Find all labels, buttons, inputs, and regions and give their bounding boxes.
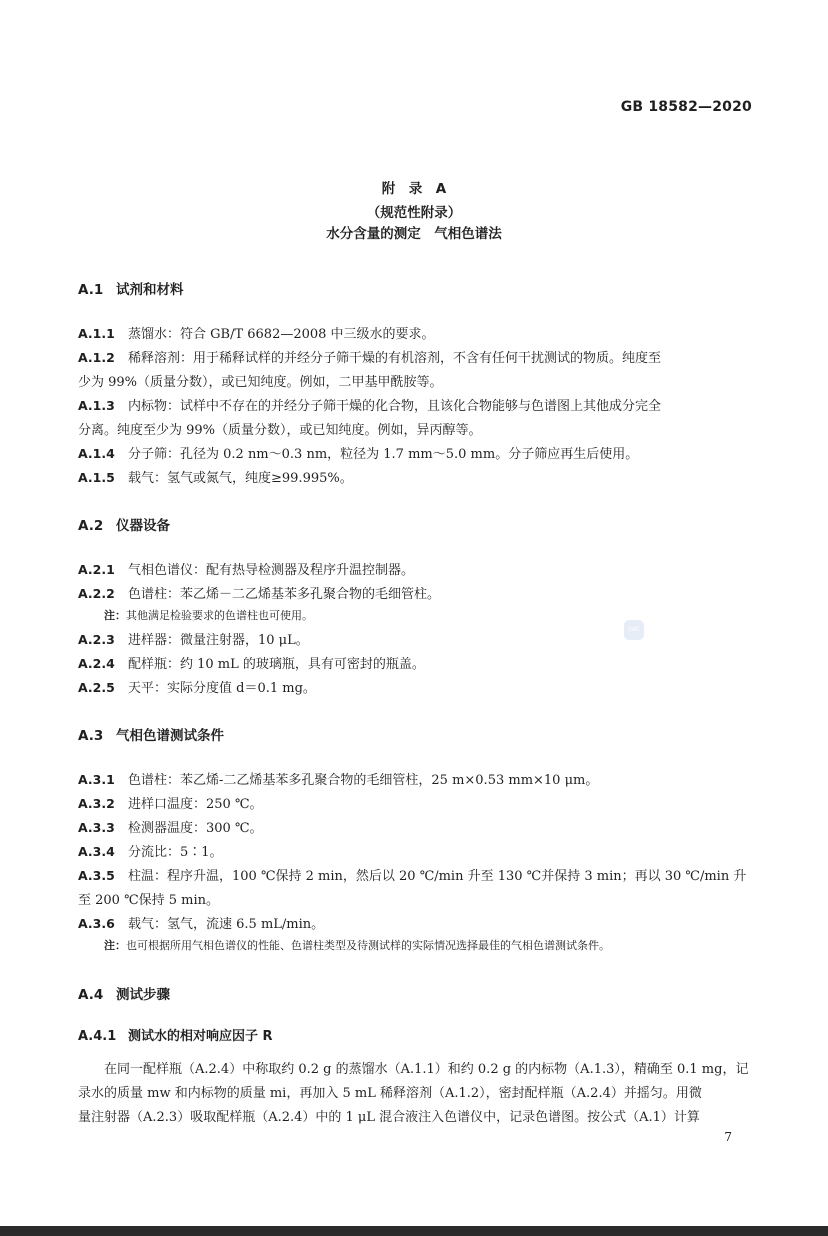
clause-a2-3: A.2.3 进样器：微量注射器，10 μL。 bbox=[78, 632, 309, 648]
clause-a1-2: A.1.2 稀释溶剂：用于稀释试样的并经分子筛干燥的有机溶剂，不含有任何干扰测试的物质。纯度至 bbox=[78, 350, 662, 366]
clause-a1-2-continued: 少为 99%（质量分数），或已知纯度。例如，二甲基甲酰胺等。 bbox=[78, 375, 443, 390]
section-heading-a2: A.2 仪器设备 bbox=[78, 518, 170, 534]
annex-title: 附 录 A bbox=[381, 181, 447, 197]
section-heading-a1: A.1 试剂和材料 bbox=[78, 282, 184, 298]
section-heading-a3: A.3 气相色谱测试条件 bbox=[78, 728, 224, 744]
standard-number: GB 18582—2020 bbox=[620, 99, 752, 115]
section-heading-a4: A.4 测试步骤 bbox=[78, 987, 170, 1003]
clause-a2-1: A.2.1 气相色谱仪：配有热导检测器及程序升温控制器。 bbox=[78, 562, 415, 578]
paragraph-line-3: 量注射器（A.2.3）吸取配样瓶（A.2.4）中的 1 μL 混合液注入色谱仪中，记录色谱图。按公式（A.1）计算 bbox=[78, 1110, 700, 1125]
clause-a1-3: A.1.3 内标物：试样中不存在的并经分子筛干燥的化合物，且该化合物能够与色谱图上其他成分完全 bbox=[78, 398, 662, 414]
annex-subject: 水分含量的测定 气相色谱法 bbox=[326, 226, 502, 242]
note-a3: 注：也可根据所用气相色谱仪的性能、色谱柱类型及待测试样的实际情况选择最佳的气相色谱测试条件。 bbox=[104, 939, 610, 952]
clause-a2-5: A.2.5 天平：实际分度值 d＝0.1 mg。 bbox=[78, 680, 316, 696]
clause-a3-3: A.3.3 检测器温度：300 ℃。 bbox=[78, 820, 263, 836]
watermark-icon: SAC bbox=[624, 620, 644, 640]
clause-a3-6: A.3.6 载气：氢气，流速 6.5 mL/min。 bbox=[78, 916, 325, 932]
paragraph-line-1: 在同一配样瓶（A.2.4）中称取约 0.2 g 的蒸馏水（A.1.1）和约 0.2 g 的内标物（A.1.3），精确至 0.1 mg，记 bbox=[104, 1062, 749, 1077]
clause-a3-1: A.3.1 色谱柱：苯乙烯-二乙烯基苯多孔聚合物的毛细管柱，25 m×0.53 mm×10 μm。 bbox=[78, 772, 599, 788]
clause-a3-5: A.3.5 柱温：程序升温，100 ℃保持 2 min，然后以 20 ℃/min 升至 130 ℃并保持 3 min；再以 30 ℃/min 升 bbox=[78, 868, 747, 884]
annex-type: （规范性附录） bbox=[366, 205, 462, 221]
clause-a3-4: A.3.4 分流比：5∶1。 bbox=[78, 844, 223, 860]
clause-a1-5: A.1.5 载气：氢气或氮气，纯度≥99.995%。 bbox=[78, 470, 353, 486]
clause-a1-3-continued: 分离。纯度至少为 99%（质量分数），或已知纯度。例如，异丙醇等。 bbox=[78, 423, 482, 438]
clause-a1-1: A.1.1 蒸馏水：符合 GB/T 6682—2008 中三级水的要求。 bbox=[78, 326, 435, 342]
bottom-bar bbox=[0, 1226, 828, 1236]
note-a2: 注：其他满足检验要求的色谱柱也可使用。 bbox=[104, 609, 313, 622]
subsection-heading-a4-1: A.4.1 测试水的相对响应因子 R bbox=[78, 1029, 273, 1044]
clause-a3-2: A.3.2 进样口温度：250 ℃。 bbox=[78, 796, 263, 812]
clause-a2-4: A.2.4 配样瓶：约 10 mL 的玻璃瓶，具有可密封的瓶盖。 bbox=[78, 656, 425, 672]
clause-a2-2: A.2.2 色谱柱：苯乙烯－二乙烯基苯多孔聚合物的毛细管柱。 bbox=[78, 586, 441, 602]
clause-a3-5-continued: 至 200 ℃保持 5 min。 bbox=[78, 893, 220, 908]
clause-a1-4: A.1.4 分子筛：孔径为 0.2 nm～0.3 nm，粒径为 1.7 mm～5.0 mm。分子筛应再生后使用。 bbox=[78, 446, 639, 462]
page-number: 7 bbox=[724, 1130, 732, 1144]
paragraph-line-2: 录水的质量 mw 和内标物的质量 mi，再加入 5 mL 稀释溶剂（A.1.2），密封配样瓶（A.2.4）并摇匀。用微 bbox=[78, 1086, 702, 1101]
